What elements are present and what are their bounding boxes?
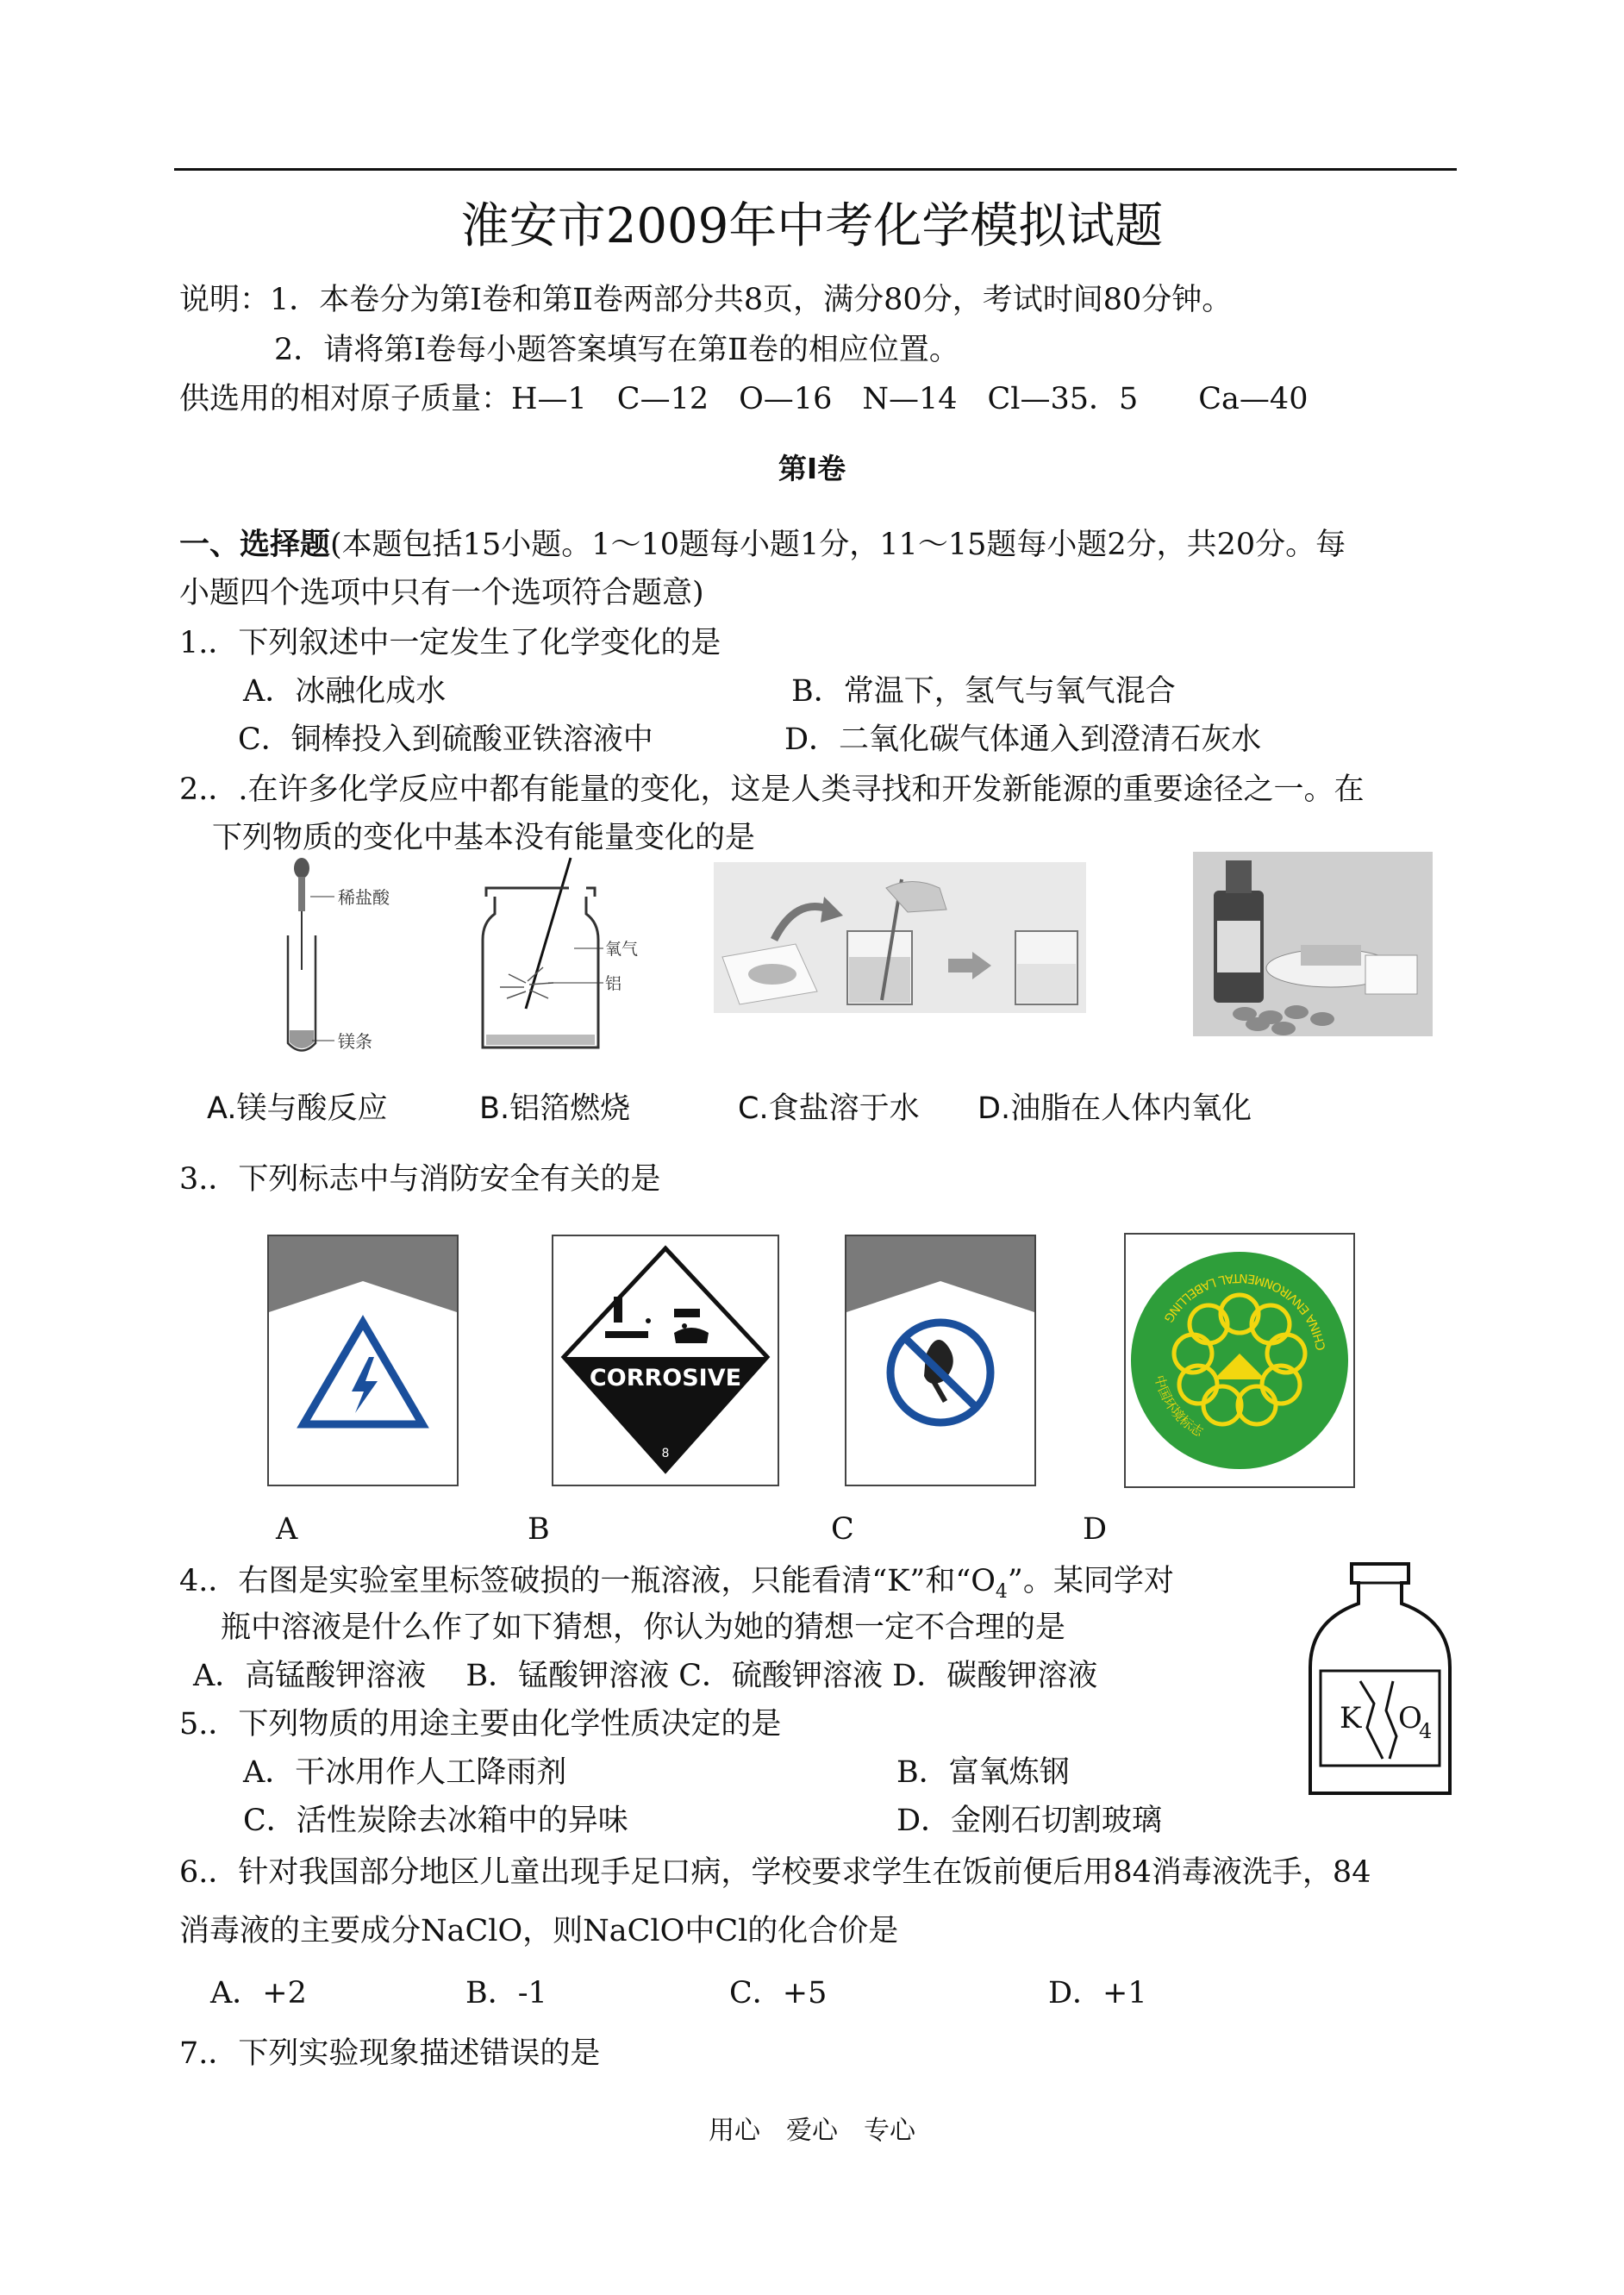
food-oil-photo	[1193, 852, 1433, 1036]
q2-option-d: D.油脂在人体内氧化	[978, 1091, 1252, 1126]
gas-jar-figure	[474, 854, 655, 1060]
sign-d-eco-label	[1124, 1233, 1355, 1488]
reagent-bottle-figure	[1307, 1559, 1453, 1802]
q4-stem-2: 瓶中溶液是什么作了如下猜想，你认为她的猜想一定不合理的是	[221, 1610, 1066, 1645]
page-footer: 用心 爱心 专心	[709, 2116, 915, 2146]
note-line-1: 说明：1．本卷分为第Ⅰ卷和第Ⅱ卷两部分共8页，满分80分，考试时间80分钟。	[179, 283, 1233, 317]
salt-dissolving-figure	[714, 862, 1086, 1013]
q6-stem-1: 6.．针对我国部分地区儿童出现手足口病，学校要求学生在饭前便后用84消毒液洗手，84	[179, 1855, 1371, 1890]
q3-label-c: C	[831, 1512, 854, 1547]
bottle-label-o: O	[1398, 1701, 1422, 1735]
fig-b-label-al: 铝	[605, 974, 622, 993]
top-rule	[174, 168, 1457, 171]
q4-options: A．高锰酸钾溶液 B．锰酸钾溶液 C．硫酸钾溶液 D．碳酸钾溶液	[193, 1659, 1098, 1693]
q1-option-b: B．常温下，氢气与氧气混合	[791, 674, 1176, 709]
section-desc-1: (本题包括15小题。1～10题每小题1分，11～15题每小题2分，共20分。每	[330, 528, 1346, 562]
test-tube-figure	[259, 858, 414, 1065]
page-title: 淮安市2009年中考化学模拟试题	[460, 198, 1164, 254]
fig-b-label-oxygen: 氧气	[605, 940, 639, 959]
q1-option-d: D．二氧化碳气体通入到澄清石灰水	[784, 722, 1262, 757]
bottle-label-k: K	[1340, 1701, 1362, 1735]
q2-option-c: C.食盐溶于水	[738, 1091, 920, 1126]
eco-text-cn: 中国环境标志	[1151, 1373, 1207, 1441]
section-heading-line	[179, 526, 1346, 564]
q2-option-a: A.镁与酸反应	[207, 1091, 388, 1126]
q6-option-a: A．+2	[210, 1976, 307, 2010]
q5-option-b: B．富氧炼钢	[896, 1755, 1070, 1790]
corrosive-text: CORROSIVE	[589, 1365, 742, 1391]
q5-option-c: C．活性炭除去冰箱中的异味	[243, 1804, 628, 1838]
electric-hazard-icon	[269, 1236, 457, 1485]
atomic-masses: 供选用的相对原子质量：H—1 C—12 O—16 N—14 Cl—35．5 Ca—40	[179, 382, 1309, 416]
q2-stem-1: 2.．.在许多化学反应中都有能量的变化，这是人类寻找和开发新能源的重要途径之一。在	[179, 772, 1365, 807]
sign-b-corrosive	[552, 1235, 779, 1486]
note-line-2: 2．请将第Ⅰ卷每小题答案填写在第Ⅱ卷的相应位置。	[274, 333, 959, 367]
q4-stem-1-text: 4.．右图是实验室里标签破损的一瓶溶液，只能看清“K”和“O	[179, 1564, 996, 1598]
q5-option-a: A．干冰用作人工降雨剂	[243, 1755, 567, 1790]
q7-stem: 7.．下列实验现象描述错误的是	[179, 2036, 601, 2071]
sign-c-no-fire	[845, 1235, 1036, 1486]
q3-label-b: B	[528, 1512, 550, 1547]
q6-option-b: B．-1	[465, 1976, 547, 2010]
q4-subscript: 4	[995, 1581, 1008, 1603]
section-desc-2: 小题四个选项中只有一个选项符合题意)	[179, 576, 704, 610]
q1-option-c: C．铜棒投入到硫酸亚铁溶液中	[238, 722, 653, 757]
q5-option-d: D．金刚石切割玻璃	[896, 1804, 1163, 1838]
section-heading: 一、选择题	[179, 528, 331, 562]
q1-stem: 1.．下列叙述中一定发生了化学变化的是	[179, 626, 721, 660]
q4-stem-1-end: ”。某同学对	[1007, 1564, 1174, 1598]
fig-a-label-mg: 镁条	[338, 1031, 372, 1052]
q3-label-a: A	[276, 1512, 298, 1547]
bottle-label-sub: 4	[1419, 1719, 1433, 1743]
q4-stem-1	[179, 1562, 1174, 1611]
corrosive-class: 8	[661, 1447, 670, 1460]
no-open-flame-icon	[846, 1236, 1034, 1485]
q2-stem-2: 下列物质的变化中基本没有能量变化的是	[212, 821, 756, 855]
eco-text-en: CHINA ENVIRONMENTAL LABELLING	[1160, 1270, 1329, 1352]
volume-title: 第Ⅰ卷	[778, 452, 846, 485]
q6-option-d: D．+1	[1048, 1976, 1147, 2010]
q2-option-b: B.铝箔燃烧	[479, 1091, 631, 1126]
q1-option-a: A．冰融化成水	[243, 674, 447, 709]
q3-label-d: D	[1083, 1512, 1108, 1547]
q3-stem: 3.．下列标志中与消防安全有关的是	[179, 1162, 661, 1197]
q5-stem: 5.．下列物质的用途主要由化学性质决定的是	[179, 1707, 782, 1742]
fig-a-label-acid: 稀盐酸	[338, 887, 390, 908]
sign-a-electric	[267, 1235, 459, 1486]
q6-option-c: C．+5	[729, 1976, 828, 2010]
q6-stem-2: 消毒液的主要成分NaClO，则NaClO中Cl的化合价是	[179, 1914, 899, 1948]
